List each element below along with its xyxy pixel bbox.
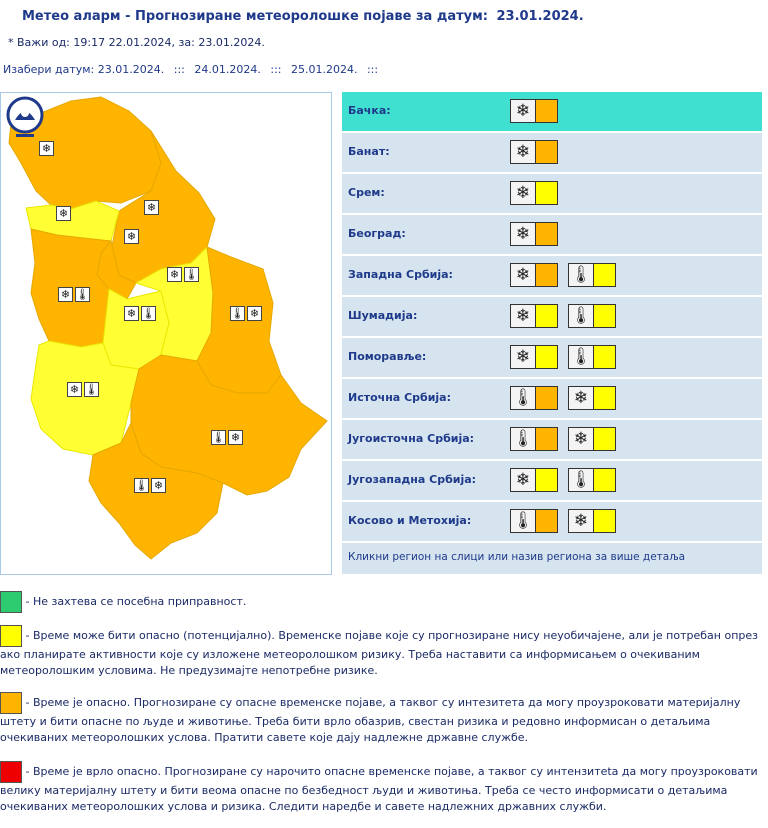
map-snow-icon: ❄ — [124, 229, 139, 244]
thermometer-icon: 🌡 — [570, 346, 592, 367]
date-selector — [3, 63, 384, 76]
region-row[interactable] — [342, 256, 762, 295]
warning-badge[interactable] — [510, 386, 558, 410]
warning-badge[interactable] — [510, 468, 558, 492]
thermometer-icon: 🌡 — [570, 469, 592, 490]
warning-level-yellow — [593, 346, 615, 368]
warning-badge[interactable] — [510, 99, 558, 123]
region-warning-icons — [510, 99, 558, 123]
date-selector-label: Изабери датум: — [3, 63, 95, 76]
map-snow-icon: ❄ — [39, 141, 54, 156]
thermometer-icon: 🌡 — [512, 510, 534, 531]
snow-icon: ❄ — [511, 223, 535, 245]
map-snow-icon: ❄ — [151, 478, 166, 493]
snow-icon: ❄ — [511, 182, 535, 204]
warning-level-yellow — [593, 264, 615, 286]
date-separator: ::: — [366, 63, 379, 76]
region-warning-icons — [510, 386, 616, 410]
date-link-1[interactable]: 23.01.2024. — [97, 63, 165, 76]
region-name[interactable]: Београд: — [348, 227, 406, 240]
region-name[interactable]: Источна Србија: — [348, 391, 451, 404]
date-separator: ::: — [270, 63, 282, 76]
region-row[interactable] — [342, 502, 762, 541]
warning-level-yellow — [593, 469, 615, 491]
thermometer-icon: 🌡 — [512, 387, 534, 408]
snow-icon: ❄ — [569, 387, 593, 409]
region-warning-icons — [510, 181, 558, 205]
map-icons-srem[interactable] — [56, 206, 71, 221]
map-icons-kosovo-i-metohija[interactable] — [134, 478, 166, 493]
legend-swatch-yellow — [0, 625, 22, 647]
legend-text-yellow: - Време може бити опасно (потенцијално). Временске појаве које су прогнозиране нису неуобичајене, али је потребан опрез ако планирате активности које су изложене метеоролошком ризику. Треба наставити са информисањем о очекиваним метеоролошким условима. Не предузимајте непотребне ризике. — [0, 629, 758, 677]
region-row[interactable] — [342, 133, 762, 172]
region-row[interactable] — [342, 379, 762, 418]
warning-level-yellow — [535, 346, 557, 368]
warning-level-orange — [535, 387, 557, 409]
region-row[interactable] — [342, 215, 762, 254]
validity-line: * Важи од: 19:17 22.01.2024, за: 23.01.2024. — [8, 36, 265, 49]
date-separator: ::: — [173, 63, 185, 76]
map-icons-jugozapadna-srbija[interactable] — [67, 382, 99, 397]
map-icons-jugoistocna-srbija[interactable] — [211, 430, 243, 445]
warning-level-yellow — [593, 305, 615, 327]
map-thermometer-icon: 🌡 — [141, 307, 156, 320]
page-title — [22, 9, 584, 24]
snow-icon: ❄ — [511, 141, 535, 163]
warning-level-orange — [535, 100, 557, 122]
warning-level-orange — [535, 264, 557, 286]
map-snow-icon: ❄ — [124, 306, 139, 321]
warning-level-orange — [535, 428, 557, 450]
warning-level-yellow — [535, 182, 557, 204]
map-snow-icon: ❄ — [56, 206, 71, 221]
warning-badge[interactable] — [510, 222, 558, 246]
region-name[interactable]: Срем: — [348, 186, 385, 199]
warning-badge[interactable] — [510, 509, 558, 533]
map-snow-icon: ❄ — [144, 200, 159, 215]
legend-text-orange: - Време је опасно. Прогнозиране су опасне временске појаве, а таквог су интезитета да могу проузроковати материјалну штету и бити опасне по људе и животиње. Треба бити врло обазрив, свестан ризика и редовно информисан о детаљима очекиваних метеоролошких услова. Пратити савете које дају надлежне државне службе. — [0, 696, 741, 744]
region-name[interactable]: Поморавље: — [348, 350, 427, 363]
snow-icon: ❄ — [511, 264, 535, 286]
region-warning-icons — [510, 304, 616, 328]
region-warning-icons — [510, 222, 558, 246]
region-name[interactable]: Југозападна Србија: — [348, 473, 477, 486]
map-thermometer-icon: 🌡 — [184, 268, 199, 281]
map-icons-sumadija[interactable] — [124, 306, 156, 321]
warning-level-yellow — [593, 510, 615, 532]
region-name[interactable]: Банат: — [348, 145, 390, 158]
legend-text-red: - Време је врло опасно. Прогнозиране су нарочито опасне временске појаве, а таквог су интензитеta да могу проузроковати велику материјалну штету и бити веома опасне по безбедност људи и животиња. Треба се често информисати о детаљима очекиваних метеоролошких услова и ризика. Следити наредбе и савете надлежних државних служби. — [0, 765, 758, 813]
region-list — [342, 92, 762, 574]
snow-icon: ❄ — [511, 100, 535, 122]
map-icons-banat[interactable] — [144, 200, 159, 215]
map-thermometer-icon: 🌡 — [75, 288, 90, 301]
date-link-2[interactable]: 24.01.2024. — [194, 63, 261, 76]
warning-level-yellow — [593, 387, 615, 409]
region-warning-icons — [510, 140, 558, 164]
serbia-region-map[interactable] — [0, 92, 332, 575]
warning-badge[interactable] — [510, 263, 558, 287]
region-row[interactable] — [342, 420, 762, 459]
region-warning-icons — [510, 345, 616, 369]
region-row[interactable] — [342, 461, 762, 500]
region-name[interactable]: Шумадија: — [348, 309, 418, 322]
map-icons-istocna-srbija[interactable] — [230, 306, 262, 321]
warning-badge[interactable] — [568, 263, 616, 287]
region-warning-icons — [510, 468, 616, 492]
warning-badge[interactable] — [568, 386, 616, 410]
region-row[interactable] — [342, 338, 762, 377]
map-thermometer-icon: 🌡 — [134, 479, 149, 492]
legend-swatch-orange — [0, 692, 22, 714]
map-icons-beograd[interactable] — [124, 229, 139, 244]
region-warning-icons — [510, 509, 616, 533]
warning-level-orange — [535, 223, 557, 245]
region-name[interactable]: Косово и Метохија: — [348, 514, 472, 527]
legend-swatch-green — [0, 591, 22, 613]
region-hint: Кликни регион на слици или назив региона за више детаља — [342, 543, 762, 574]
warning-level-orange — [535, 141, 557, 163]
warning-badge[interactable] — [568, 468, 616, 492]
snow-icon: ❄ — [569, 510, 593, 532]
page-title-date: 23.01.2024. — [496, 9, 584, 24]
snow-icon: ❄ — [511, 346, 535, 368]
map-thermometer-icon: 🌡 — [84, 383, 99, 396]
region-row[interactable] — [342, 174, 762, 213]
warning-badge[interactable] — [510, 140, 558, 164]
map-icons-backa-west[interactable] — [39, 141, 54, 156]
thermometer-icon: 🌡 — [570, 305, 592, 326]
map-snow-icon: ❄ — [58, 287, 73, 302]
warning-badge[interactable] — [510, 304, 558, 328]
legend-text-green: - Не захтева се посебна приправност. — [25, 595, 247, 608]
warning-badge[interactable] — [510, 427, 558, 451]
warning-badge[interactable] — [568, 509, 616, 533]
map-icons-pomoravlje[interactable] — [167, 267, 199, 282]
snow-icon: ❄ — [511, 469, 535, 491]
warning-level-yellow — [535, 305, 557, 327]
thermometer-icon: 🌡 — [512, 428, 534, 449]
rhmz-logo-icon — [1, 93, 49, 141]
map-thermometer-icon: 🌡 — [211, 431, 226, 444]
legend-swatch-red — [0, 761, 22, 783]
snow-icon: ❄ — [569, 428, 593, 450]
warning-level-orange — [535, 510, 557, 532]
legend-item-green — [0, 591, 765, 613]
warning-badge[interactable] — [568, 345, 616, 369]
warning-level-yellow — [535, 469, 557, 491]
region-row[interactable] — [342, 92, 762, 131]
region-name[interactable]: Југоисточна Србија: — [348, 432, 475, 445]
map-thermometer-icon: 🌡 — [230, 307, 245, 320]
region-row[interactable] — [342, 297, 762, 336]
region-warning-icons — [510, 427, 616, 451]
legend-item-yellow — [0, 625, 765, 679]
legend-item-red — [0, 761, 765, 815]
page-title-text: Метео аларм - Прогнозиране метеоролошке појаве за датум: — [22, 9, 488, 24]
date-link-3[interactable]: 25.01.2024. — [290, 63, 358, 76]
snow-icon: ❄ — [511, 305, 535, 327]
warning-badge[interactable] — [510, 181, 558, 205]
warning-badge[interactable] — [568, 427, 616, 451]
map-icons-zapadna-srbija[interactable] — [58, 287, 90, 302]
map-snow-icon: ❄ — [67, 382, 82, 397]
warning-badge[interactable] — [510, 345, 558, 369]
legend-item-orange — [0, 692, 765, 746]
map-snow-icon: ❄ — [167, 267, 182, 282]
warning-level-yellow — [593, 428, 615, 450]
region-name[interactable]: Западна Србија: — [348, 268, 453, 281]
map-svg[interactable] — [1, 93, 331, 574]
map-snow-icon: ❄ — [228, 430, 243, 445]
region-warning-icons — [510, 263, 616, 287]
map-snow-icon: ❄ — [247, 306, 262, 321]
warning-badge[interactable] — [568, 304, 616, 328]
thermometer-icon: 🌡 — [570, 264, 592, 285]
region-name[interactable]: Бачка: — [348, 104, 391, 117]
